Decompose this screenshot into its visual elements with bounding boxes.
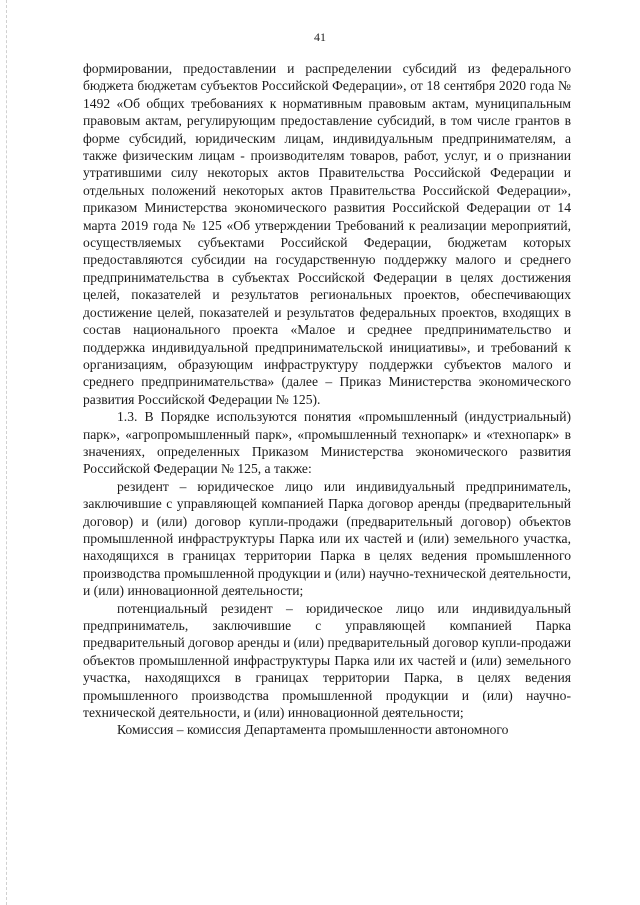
page-number: 41: [314, 30, 326, 44]
paragraph-definition-resident: резидент – юридическое лицо или индивидуальный предприниматель, заключившие с управляющей компанией Парка договор аренды (предварительный договор) и (или) договор купли-продажи (предварительный договор) объектов промышленной инфраструктуры Парка или их частей и (или) земельного участка, находящихся в границах территории Парка в целях ведения промышленного производства промышленной продукции и (или) научно-технической деятельности, и (или) инновационной деятельности;: [83, 478, 571, 599]
paragraph-continuation: формировании, предоставлении и распределении субсидий из федерального бюджета бюджетам субъектов Российской Федерации», от 18 сентября 2020 года № 1492 «Об общих требованиях к нормативным правовым актам, муниципальным правовым актам, регулирующим предоставление субсидий, в том числе грантов в форме субсидий, юридическим лицам, индивидуальным предпринимателям, а также физическим лицам - производителям товаров, работ, услуг, и о признании утратившими силу некоторых актов Правительства Российской Федерации и отдельных положений некоторых актов Правительства Российской Федерации», приказом Министерства экономического развития Российской Федерации от 14 марта 2019 года № 125 «Об утверждении Требований к реализации мероприятий, осуществляемых субъектами Российской Федерации, бюджетам которых предоставляются субсидии на государственную поддержку малого и среднего предпринимательства в субъектах Российской Федерации в целях достижения целей, показателей и результатов региональных проектов, обеспечивающих достижение целей, показателей и результатов федеральных проектов, входящих в состав национального проекта «Малое и среднее предпринимательство и поддержка индивидуальной предпринимательской инициативы», и требований к организациям, образующим инфраструктуру поддержки субъектов малого и среднего предпринимательства» (далее – Приказ Министерства экономического развития Российской Федерации № 125).: [83, 61, 571, 407]
paragraph-definition-commission: Комиссия – комиссия Департамента промышленности автономного: [117, 722, 509, 738]
document-body: [83, 60, 571, 739]
paragraph-definition-potential-resident: потенциальный резидент – юридическое лицо или индивидуальный предприниматель, заключившие с управляющей компанией Парка предварительный договор аренды и (или) предварительный договор купли-продажи объектов промышленной инфраструктуры Парка или их частей и (или) земельного участка, находящихся в границах территории Парка, в целях ведения промышленного производства промышленной продукции и (или) научно-технической деятельности, и (или) инновационной деятельности;: [83, 600, 571, 721]
scan-edge-line: [6, 0, 8, 905]
paragraph-section-1-3: 1.3. В Порядке используются понятия «промышленный (индустриальный) парк», «агропромышленный парк», «промышленный технопарк» и «технопарк» в значениях, определенных Приказом Министерства экономического развития Российской Федерации № 125, а также:: [83, 409, 571, 477]
